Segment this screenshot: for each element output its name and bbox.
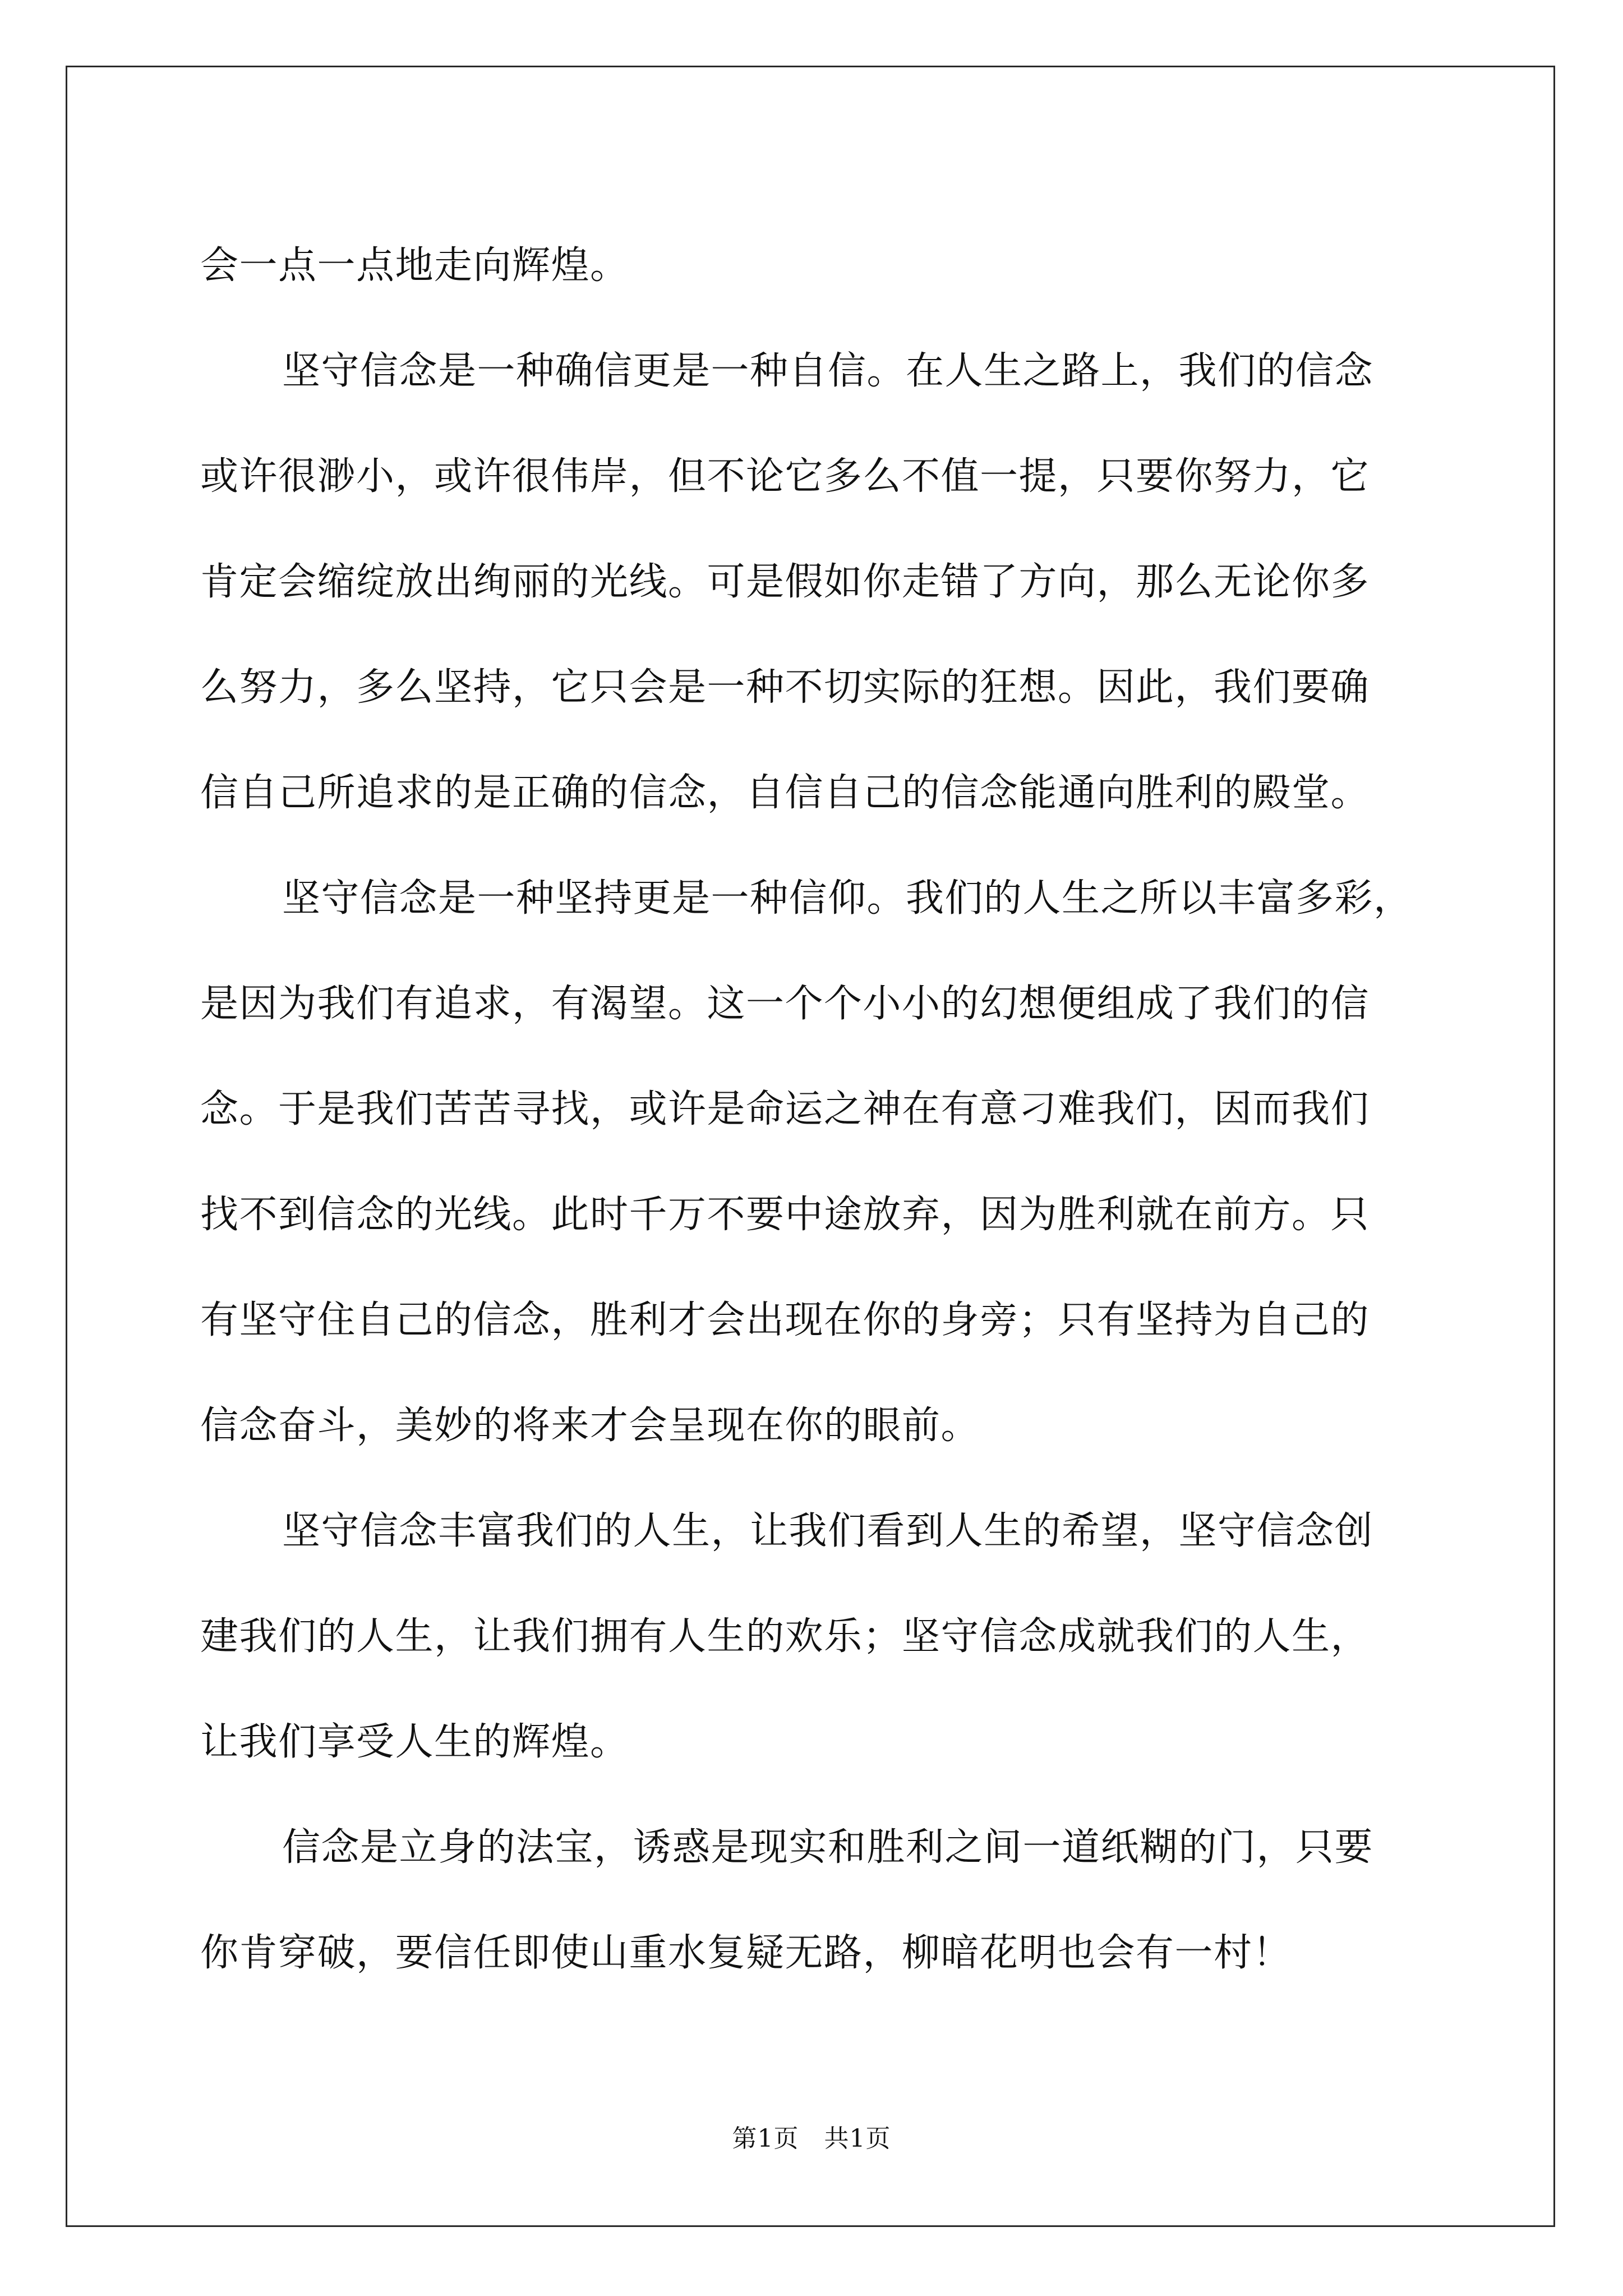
- text-line: 有坚守住自己的信念，胜利才会出现在你的身旁；只有坚持为自己的: [200, 1298, 1370, 1342]
- text-line: 建我们的人生，让我们拥有人生的欢乐；坚守信念成就我们的人生，: [200, 1614, 1370, 1659]
- document-body: [200, 213, 1434, 2006]
- text-line: 信念是立身的法宝，诱惑是现实和胜利之间一道纸糊的门，只要: [282, 1825, 1374, 1870]
- page-number: 第1页 共1页: [732, 2124, 891, 2153]
- text-line: 会一点一点地走向辉煌。: [200, 243, 629, 288]
- text-line: 么努力，多么坚持，它只会是一种不切实际的狂想。因此，我们要确: [200, 665, 1370, 710]
- text-line: 肯定会缩绽放出绚丽的光线。可是假如你走错了方向，那么无论你多: [200, 560, 1370, 604]
- text-line: 坚守信念是一种坚持更是一种信仰。我们的人生之所以丰富多彩，: [282, 876, 1413, 921]
- text-line: 坚守信念是一种确信更是一种自信。在人生之路上，我们的信念: [282, 349, 1374, 393]
- text-line: 坚守信念丰富我们的人生，让我们看到人生的希望，坚守信念创: [282, 1509, 1374, 1553]
- text-line: 是因为我们有追求，有渴望。这一个个小小的幻想便组成了我们的信: [200, 982, 1370, 1026]
- text-line: 念。于是我们苦苦寻找，或许是命运之神在有意刁难我们，因而我们: [200, 1087, 1370, 1131]
- text-line: 信自己所追求的是正确的信念，自信自己的信念能通向胜利的殿堂。: [200, 771, 1370, 815]
- text-line: 找不到信念的光线。此时千万不要中途放弃，因为胜利就在前方。只: [200, 1193, 1370, 1237]
- text-line: 信念奋斗，美妙的将来才会呈现在你的眼前。: [200, 1404, 980, 1448]
- text-line: 让我们享受人生的辉煌。: [200, 1720, 629, 1764]
- text-line: 或许很渺小，或许很伟岸，但不论它多么不值一提，只要你努力，它: [200, 454, 1370, 499]
- text-line: 你肯穿破，要信任即使山重水复疑无路，柳暗花明也会有一村！: [200, 1931, 1292, 1975]
